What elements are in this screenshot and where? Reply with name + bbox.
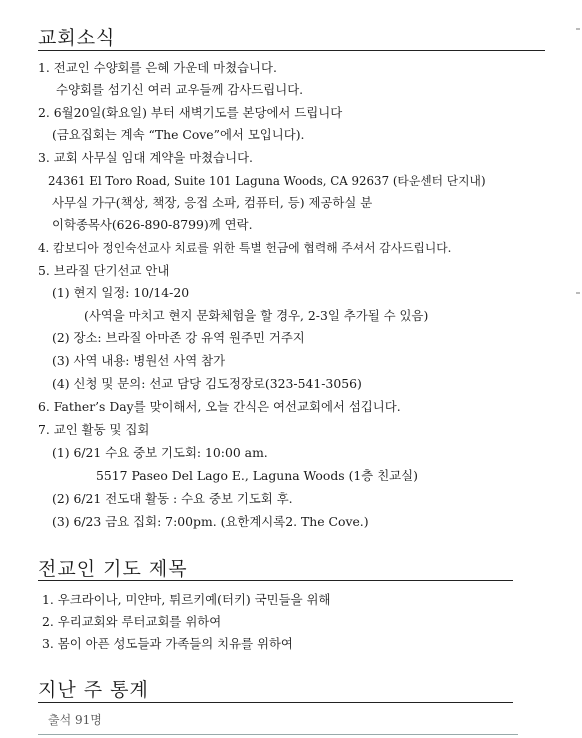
stats-heading: 지난 주 통계 xyxy=(38,679,149,701)
stats-rule xyxy=(38,702,513,703)
page-edge-mark xyxy=(576,28,580,30)
news-item-3-contact: 이학종목사(626-890-8799)께 연락. xyxy=(52,217,253,232)
news-item-7-wednesday-address: 5517 Paseo Del Lago E., Laguna Woods (1층 친교실) xyxy=(96,468,418,483)
news-item-5: 5. 브라질 단기선교 안내 xyxy=(38,263,170,278)
news-item-7-friday: (3) 6/23 금요 집회: 7:00pm. (요한계시록2. The Cove.) xyxy=(52,514,369,529)
news-item-7: 7. 교인 활동 및 집회 xyxy=(38,422,150,437)
news-item-5-place: (2) 장소: 브라질 아마존 강 유역 원주민 거주지 xyxy=(52,330,305,345)
news-item-2-detail: (금요집회는 계속 “The Cove”에서 모입니다). xyxy=(52,127,305,142)
news-item-5-work: (3) 사역 내용: 병원선 사역 참가 xyxy=(52,353,226,368)
news-item-1-detail: 수양회를 섬기신 여러 교우들께 감사드립니다. xyxy=(56,82,304,97)
news-item-2: 2. 6월20일(화요일) 부터 새벽기도를 본당에서 드립니다 xyxy=(38,105,343,120)
attendance-count: 출석 91명 xyxy=(48,713,102,727)
news-item-7-wednesday: (1) 6/21 수요 중보 기도회: 10:00 am. xyxy=(52,445,268,460)
prayer-item-3: 3. 몸이 아픈 성도들과 가족들의 치유를 위하여 xyxy=(42,636,293,651)
news-item-5-schedule-note: (사역을 마치고 현지 문화체험을 할 경우, 2-3일 추가될 수 있음) xyxy=(84,308,429,323)
news-item-5-inquiry: (4) 신청 및 문의: 선교 담당 김도정장로(323-541-3056) xyxy=(52,376,362,391)
stats-bottom-rule xyxy=(38,734,518,735)
prayer-rule xyxy=(38,580,513,581)
prayer-heading: 전교인 기도 제목 xyxy=(38,558,188,580)
church-news-rule xyxy=(38,50,545,51)
news-item-3: 3. 교회 사무실 임대 계약을 마쳤습니다. xyxy=(38,150,253,165)
news-item-1: 1. 전교인 수양회를 은혜 가운데 마쳤습니다. xyxy=(38,60,277,75)
news-item-3-furniture: 사무실 가구(책상, 책장, 응접 소파, 컴퓨터, 등) 제공하실 분 xyxy=(52,195,373,210)
prayer-item-1: 1. 우크라이나, 미얀마, 튀르키예(터키) 국민들을 위해 xyxy=(42,592,331,607)
news-item-4: 4. 캄보디아 정인숙선교사 치료를 위한 특별 헌금에 협력해 주셔서 감사드립니다. xyxy=(38,241,452,255)
news-item-7-evangelism: (2) 6/21 전도대 활동 : 수요 중보 기도회 후. xyxy=(52,491,293,506)
news-item-5-schedule: (1) 현지 일정: 10/14-20 xyxy=(52,285,190,300)
news-item-6: 6. Father’s Day를 맞이해서, 오늘 간식은 여선교회에서 섬깁니다. xyxy=(38,399,401,414)
prayer-item-2: 2. 우리교회와 루터교회를 위하여 xyxy=(42,614,222,629)
church-news-heading: 교회소식 xyxy=(38,27,116,49)
page-edge-mark xyxy=(576,292,580,294)
news-item-3-address: 24361 El Toro Road, Suite 101 Laguna Woods, CA 92637 (타운센터 단지내) xyxy=(48,174,486,188)
